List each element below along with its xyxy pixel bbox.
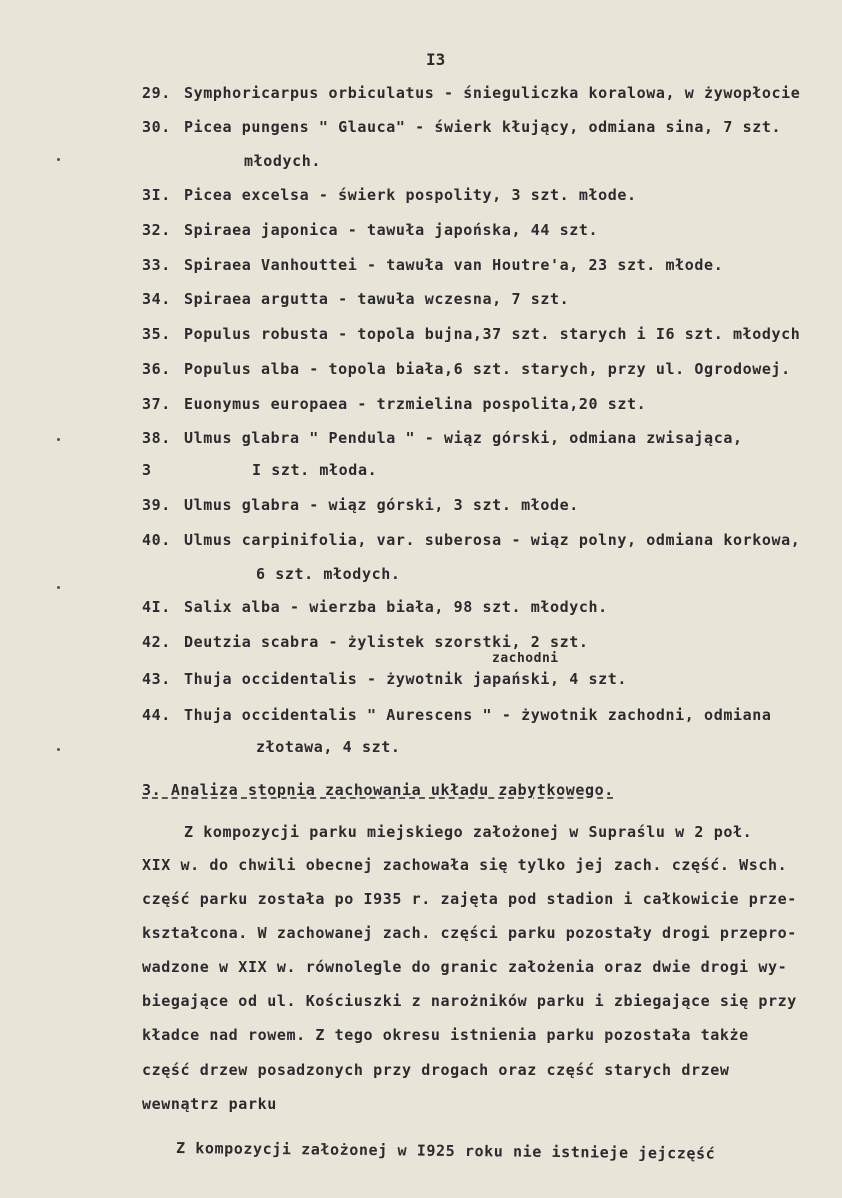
item-number: 43. <box>142 670 171 688</box>
item-continuation: 6 szt. młodych. <box>256 565 401 583</box>
margin-dot <box>57 158 60 161</box>
paragraph-line: Z kompozycji parku miejskiego założonej w Supraślu w 2 poł. <box>184 823 753 841</box>
item-number: 42. <box>142 633 171 651</box>
margin-dot <box>57 748 60 751</box>
item-continuation: I szt. młoda. <box>252 461 378 479</box>
item-continuation: młodych. <box>244 152 322 170</box>
item-text: Spiraea argutta - tawuła wczesna, 7 szt. <box>184 290 570 308</box>
item-text: Populus alba - topola biała,6 szt. starych, przy ul. Ogrodowej. <box>184 360 791 378</box>
item-text: Ulmus glabra " Pendula " - wiąz górski, odmiana zwisająca, <box>184 429 743 447</box>
paragraph-line: kładce nad rowem. Z tego okresu istnienia parku pozostała także <box>142 1026 749 1044</box>
item-text: Symphoricarpus orbiculatus - śnieguliczka koralowa, w żywopłocie <box>184 84 801 102</box>
item-number: 40. <box>142 531 171 549</box>
item-number: 29. <box>142 84 171 102</box>
item-text: Thuja occidentalis " Aurescens " - żywotnik zachodni, odmiana <box>184 706 772 724</box>
item-text: Picea excelsa - świerk pospolity, 3 szt. młode. <box>184 186 637 204</box>
item-number: 33. <box>142 256 171 274</box>
item-number: 44. <box>142 706 171 724</box>
item-number: 4I. <box>142 598 171 616</box>
paragraph-line: wewnątrz parku <box>142 1095 277 1113</box>
item-text: Populus robusta - topola bujna,37 szt. starych i I6 szt. młodych <box>184 325 801 343</box>
item-text: Salix alba - wierzba biała, 98 szt. młodych. <box>184 598 608 616</box>
section-heading: 3. Analiza stopnia zachowania układu zabytkowego. <box>142 781 614 799</box>
paragraph-line: biegające od ul. Kościuszki z narożników parku i zbiegające się przy <box>142 992 797 1010</box>
handwritten-correction: zachodni <box>492 651 559 666</box>
paragraph-line: Z kompozycji założonej w I925 roku nie istnieje jejczęść <box>175 1139 716 1163</box>
page-number: I3 <box>426 50 446 69</box>
item-text: Spiraea japonica - tawuła japońska, 44 szt. <box>184 221 599 239</box>
item-text: Thuja occidentalis - żywotnik japański, 4 szt. <box>184 670 628 688</box>
item-number: 3I. <box>142 186 171 204</box>
paragraph-line: XIX w. do chwili obecnej zachowała się tylko jej zach. część. Wsch. <box>142 856 788 874</box>
item-number: 39. <box>142 496 171 514</box>
item-number: 32. <box>142 221 171 239</box>
item-text: Ulmus glabra - wiąz górski, 3 szt. młode. <box>184 496 579 514</box>
item-text: Picea pungens " Glauca" - świerk kłujący, odmiana sina, 7 szt. <box>184 118 782 136</box>
item-text: Ulmus carpinifolia, var. suberosa - wiąz polny, odmiana korkowa, <box>184 531 801 549</box>
paragraph-line: część drzew posadzonych przy drogach oraz część starych drzew <box>142 1061 730 1079</box>
margin-dot <box>57 586 60 589</box>
item-number: 30. <box>142 118 171 136</box>
paragraph-line: część parku została po I935 r. zajęta pod stadion i całkowicie prze- <box>142 890 797 908</box>
item-number: 36. <box>142 360 171 378</box>
item-text: Deutzia scabra - żylistek szorstki, 2 szt. <box>184 633 589 651</box>
item-number: 34. <box>142 290 171 308</box>
item-number: 35. <box>142 325 171 343</box>
paragraph-line: kształcona. W zachowanej zach. części parku pozostały drogi przepro- <box>142 924 797 942</box>
item-text: Euonymus europaea - trzmielina pospolita,20 szt. <box>184 395 647 413</box>
item-number: 37. <box>142 395 171 413</box>
margin-dot <box>57 438 60 441</box>
margin-note: 3 <box>142 461 152 479</box>
item-number: 38. <box>142 429 171 447</box>
item-text: Spiraea Vanhouttei - tawuła van Houtre'a, 23 szt. młode. <box>184 256 724 274</box>
paragraph-line: wadzone w XIX w. równolegle do granic założenia oraz dwie drogi wy- <box>142 958 788 976</box>
item-continuation: złotawa, 4 szt. <box>256 738 401 756</box>
